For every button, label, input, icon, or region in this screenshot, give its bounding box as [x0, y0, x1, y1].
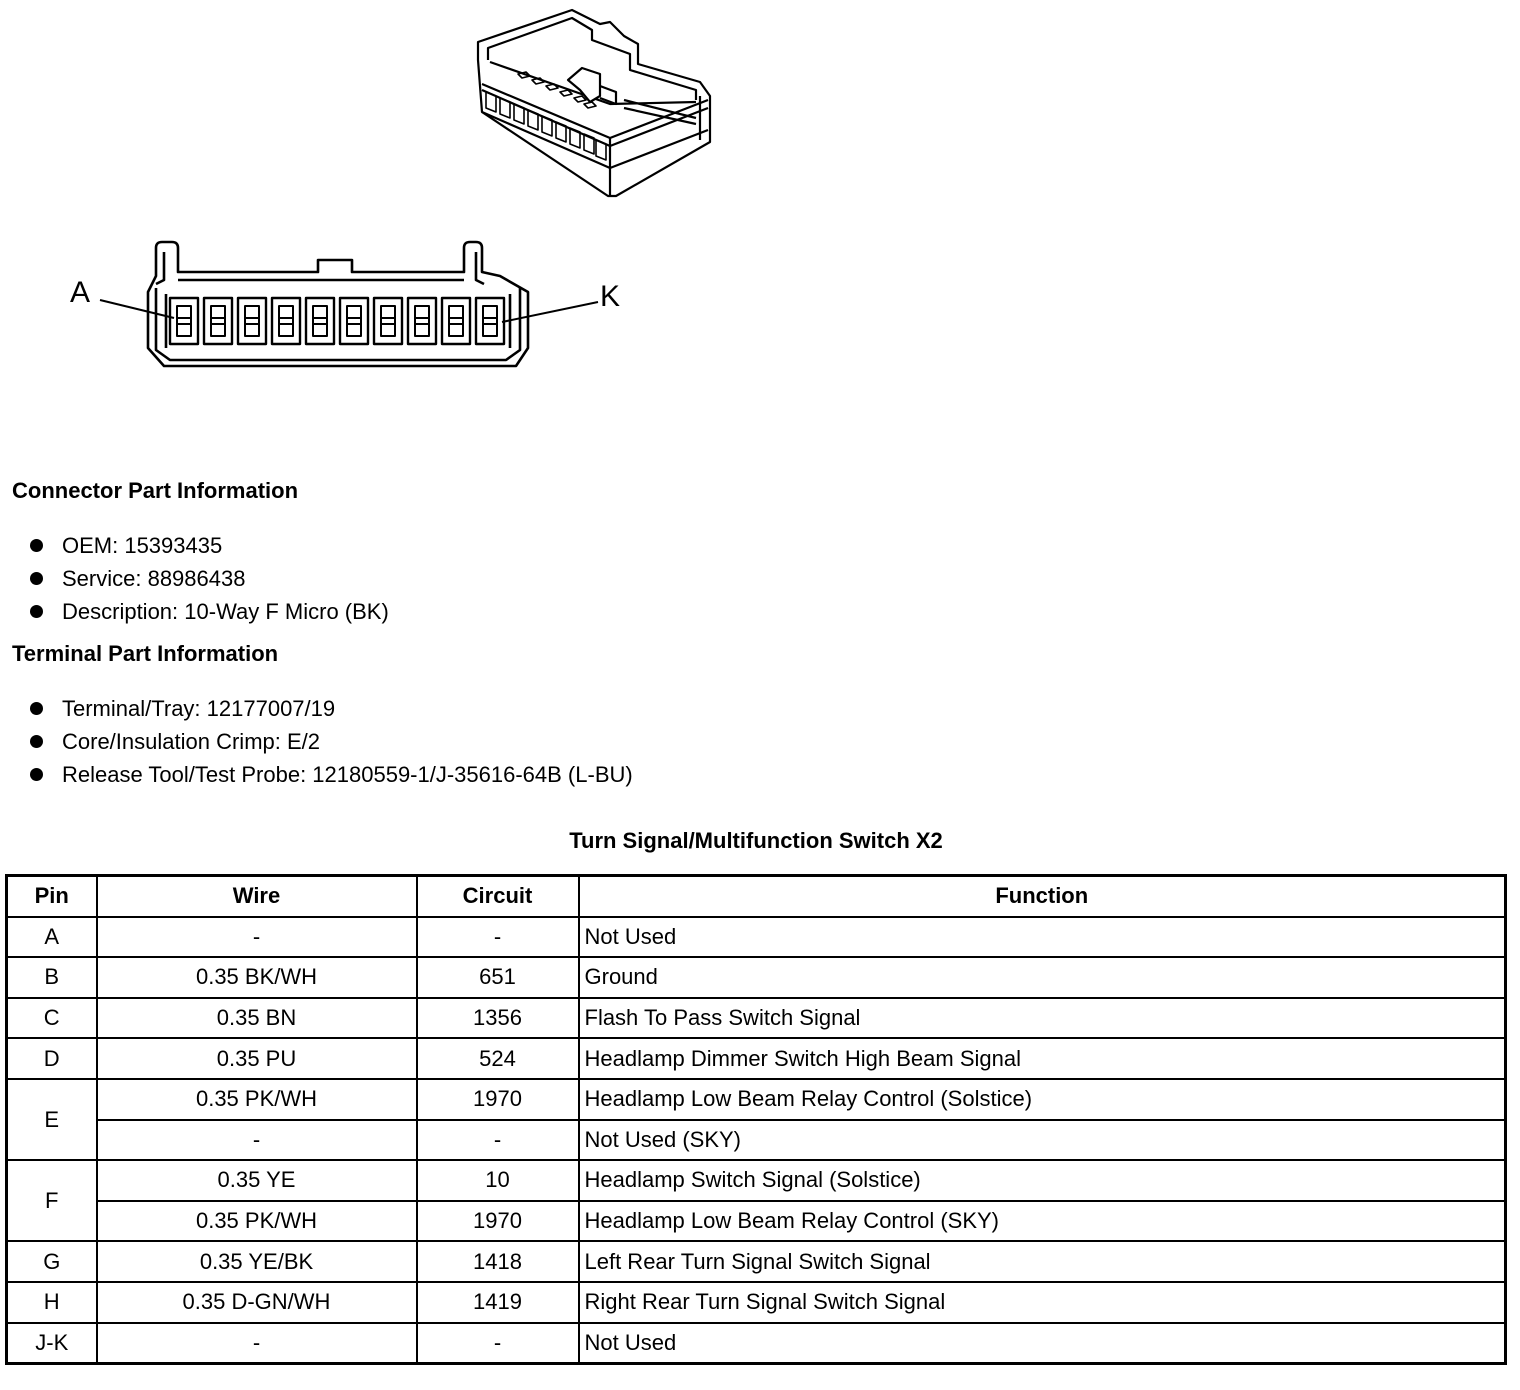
circuit-cell: 651: [417, 957, 579, 998]
pin-cell: J-K: [7, 1323, 97, 1364]
function-cell: Ground: [579, 957, 1506, 998]
wire-cell: 0.35 BK/WH: [97, 957, 417, 998]
pinout-table: [5, 874, 1507, 1365]
function-cell: Not Used: [579, 1323, 1506, 1364]
terminal-part-heading: Terminal Part Information: [12, 641, 279, 666]
list-item: Terminal/Tray: 12177007/19: [28, 692, 633, 725]
pin-cell: B: [7, 957, 97, 998]
header-pin: Pin: [7, 876, 97, 917]
pin-cell: D: [7, 1038, 97, 1079]
wire-cell: -: [97, 1120, 417, 1161]
circuit-cell: 1356: [417, 998, 579, 1039]
header-function: Function: [579, 876, 1506, 917]
table-row: [7, 1201, 1506, 1242]
pin-cell: E: [7, 1079, 97, 1160]
table-row: [7, 1038, 1506, 1079]
function-cell: Headlamp Dimmer Switch High Beam Signal: [579, 1038, 1506, 1079]
header-circuit: Circuit: [417, 876, 579, 917]
pin-a-callout: A: [70, 276, 91, 309]
function-cell: Headlamp Low Beam Relay Control (SKY): [579, 1201, 1506, 1242]
pin-cell: H: [7, 1282, 97, 1323]
function-cell: Flash To Pass Switch Signal: [579, 998, 1506, 1039]
wire-cell: 0.35 D-GN/WH: [97, 1282, 417, 1323]
table-row: [7, 998, 1506, 1039]
table-header-row: [7, 876, 1506, 917]
table-row: [7, 1323, 1506, 1364]
function-cell: Right Rear Turn Signal Switch Signal: [579, 1282, 1506, 1323]
bullet-icon: [30, 735, 43, 748]
table-row: [7, 917, 1506, 958]
list-item: OEM: 15393435: [28, 529, 389, 562]
connector-face-view-drawing: [60, 232, 650, 382]
circuit-cell: -: [417, 1120, 579, 1161]
circuit-cell: 1418: [417, 1241, 579, 1282]
table-row: [7, 1282, 1506, 1323]
terminal-part-list: [28, 692, 633, 791]
list-item: Service: 88986438: [28, 562, 389, 595]
function-cell: Not Used (SKY): [579, 1120, 1506, 1161]
function-cell: Left Rear Turn Signal Switch Signal: [579, 1241, 1506, 1282]
wire-cell: 0.35 BN: [97, 998, 417, 1039]
connector-isometric-drawing: [460, 0, 730, 200]
bullet-icon: [30, 702, 43, 715]
table-row: [7, 1120, 1506, 1161]
connector-part-list: [28, 529, 389, 628]
pin-cell: C: [7, 998, 97, 1039]
bullet-icon: [30, 768, 43, 781]
wire-cell: 0.35 YE: [97, 1160, 417, 1201]
table-row: [7, 1241, 1506, 1282]
header-wire: Wire: [97, 876, 417, 917]
bullet-icon: [30, 539, 43, 552]
pin-k-callout: K: [600, 280, 621, 313]
circuit-cell: -: [417, 1323, 579, 1364]
wire-cell: 0.35 PK/WH: [97, 1079, 417, 1120]
wire-cell: -: [97, 917, 417, 958]
connector-part-heading: Connector Part Information: [12, 478, 299, 503]
wire-cell: 0.35 PU: [97, 1038, 417, 1079]
bullet-icon: [30, 572, 43, 585]
wire-cell: 0.35 PK/WH: [97, 1201, 417, 1242]
table-row: [7, 1160, 1506, 1201]
pin-cell: G: [7, 1241, 97, 1282]
bullet-icon: [30, 605, 43, 618]
circuit-cell: -: [417, 917, 579, 958]
list-item: Description: 10-Way F Micro (BK): [28, 595, 389, 628]
function-cell: Headlamp Switch Signal (Solstice): [579, 1160, 1506, 1201]
wire-cell: -: [97, 1323, 417, 1364]
pin-cell: A: [7, 917, 97, 958]
pin-cell: F: [7, 1160, 97, 1241]
wire-cell: 0.35 YE/BK: [97, 1241, 417, 1282]
table-title: Turn Signal/Multifunction Switch X2: [569, 828, 943, 853]
list-item: Core/Insulation Crimp: E/2: [28, 725, 633, 758]
circuit-cell: 1970: [417, 1201, 579, 1242]
function-cell: Not Used: [579, 917, 1506, 958]
circuit-cell: 10: [417, 1160, 579, 1201]
circuit-cell: 1970: [417, 1079, 579, 1120]
table-row: [7, 1079, 1506, 1120]
circuit-cell: 524: [417, 1038, 579, 1079]
table-row: [7, 957, 1506, 998]
circuit-cell: 1419: [417, 1282, 579, 1323]
function-cell: Headlamp Low Beam Relay Control (Solstice): [579, 1079, 1506, 1120]
list-item: Release Tool/Test Probe: 12180559-1/J-35616-64B (L-BU): [28, 758, 633, 791]
